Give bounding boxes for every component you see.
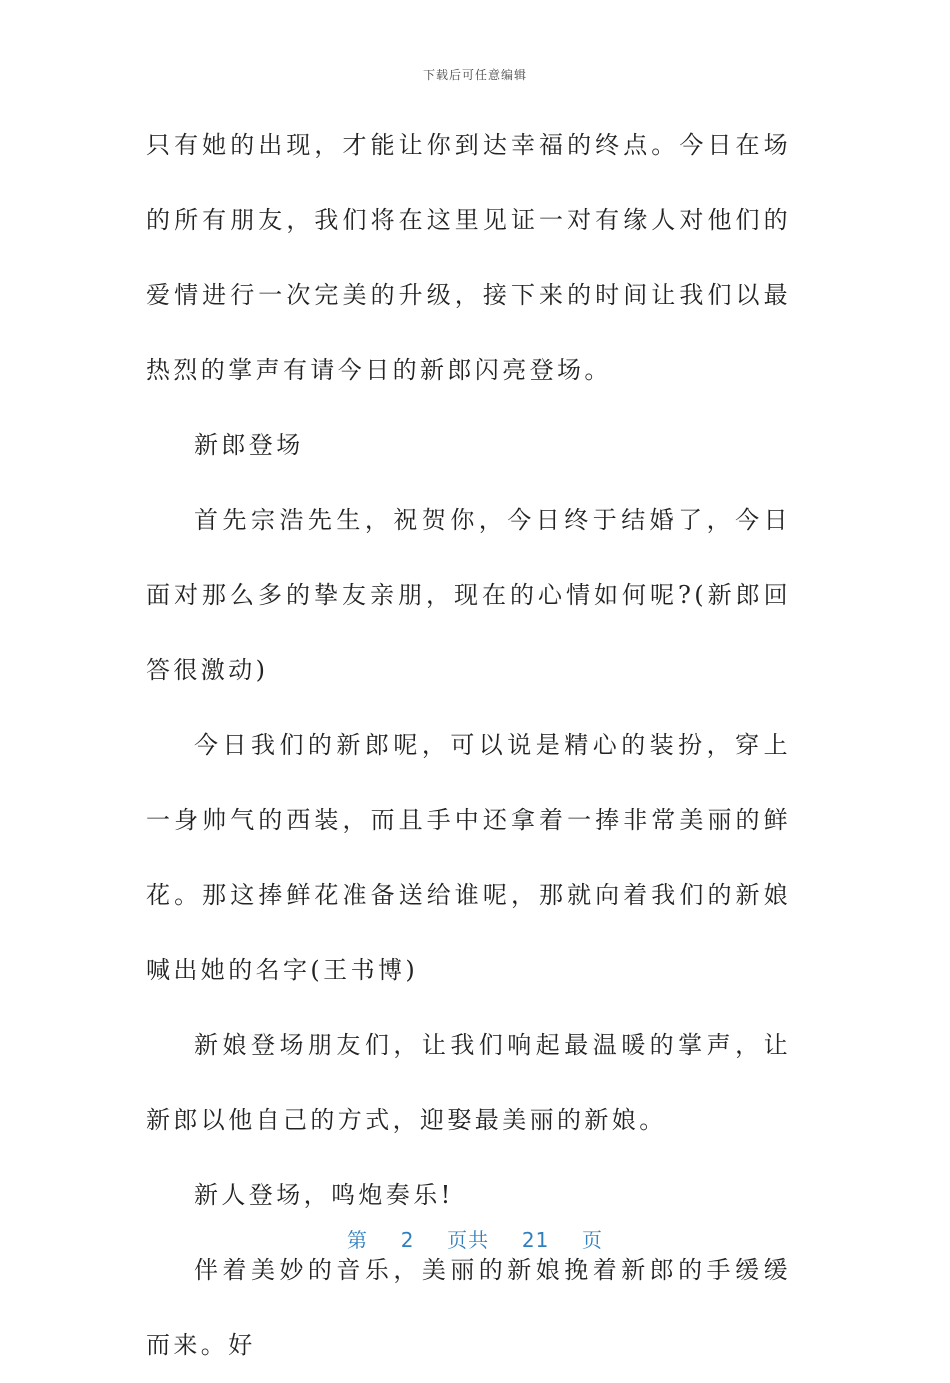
footer-prefix: 第 — [346, 1228, 368, 1252]
paragraph-1: 只有她的出现，才能让你到达幸福的终点。今日在场的所有朋友，我们将在这里见证一对有缘人对他们的爱情进行一次完美的升级，接下来的时间让我们以最热烈的掌声有请今日的新郎闪亮登场。 — [146, 131, 791, 384]
paragraph-7: 伴着美妙的音乐，美丽的新娘挽着新郎的手缓缓而来。好 — [146, 1256, 791, 1359]
document-body — [146, 108, 791, 1383]
paragraph-6: 新人登场，鸣炮奏乐! — [194, 1181, 454, 1209]
paragraph-2: 新郎登场 — [194, 431, 304, 459]
header-note: 下载后可任意编辑 — [422, 68, 527, 82]
paragraph-4: 今日我们的新郎呢，可以说是精心的装扮，穿上一身帅气的西装，而且手中还拿着一捧非常美丽的鲜花。那这捧鲜花准备送给谁呢，那就向着我们的新娘喊出她的名字(王书博) — [146, 731, 791, 984]
paragraph-5: 新娘登场朋友们，让我们响起最温暖的掌声，让新郎以他自己的方式，迎娶最美丽的新娘。 — [146, 1031, 791, 1134]
footer-middle: 页共 — [447, 1228, 490, 1252]
footer-total-pages: 21 — [521, 1228, 550, 1252]
footer-suffix: 页 — [582, 1228, 604, 1252]
footer-current-page: 2 — [400, 1228, 415, 1252]
page-footer — [0, 1224, 950, 1253]
paragraph-3: 首先宗浩先生，祝贺你，今日终于结婚了，今日面对那么多的挚友亲朋，现在的心情如何呢?(新郎回答很激动) — [146, 506, 791, 684]
